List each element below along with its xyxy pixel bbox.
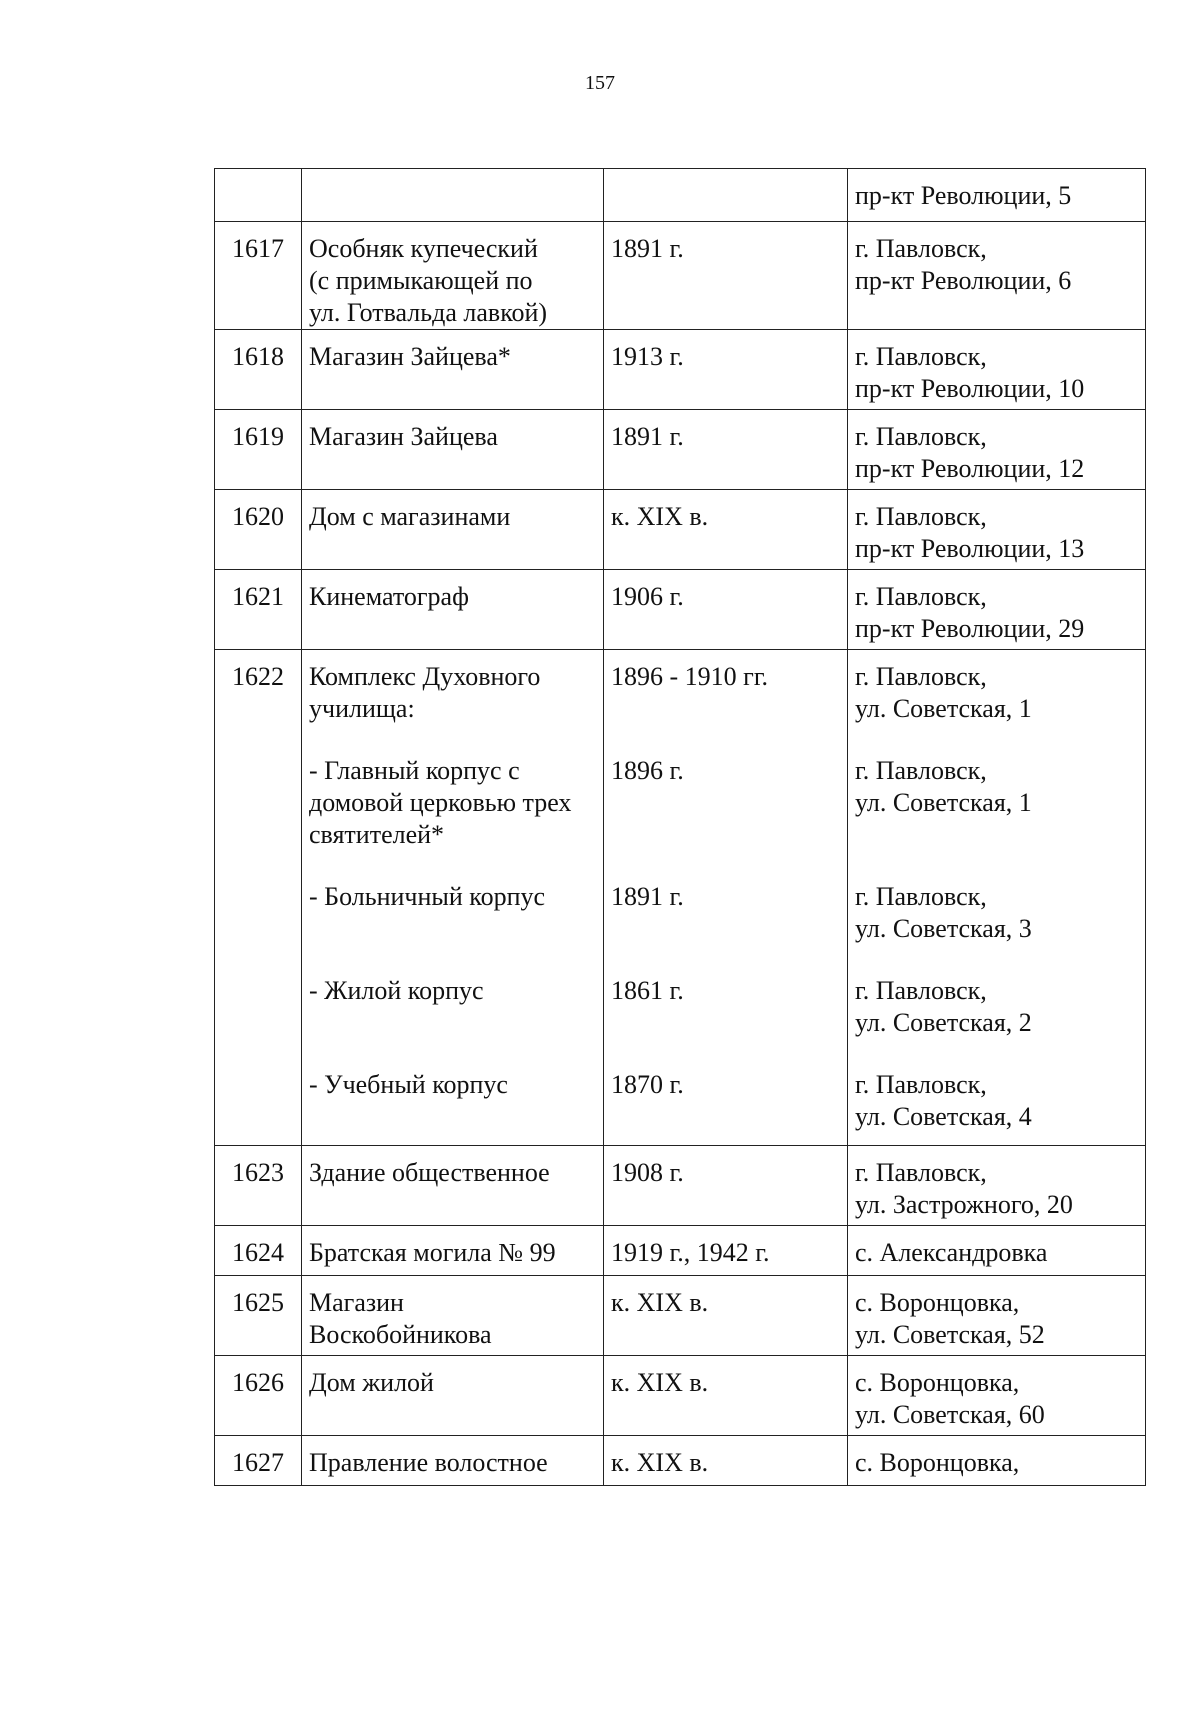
row-number: 1626 bbox=[215, 1356, 302, 1436]
object-address-line: ул. Советская, 4 bbox=[855, 1102, 1032, 1131]
table-row bbox=[215, 1146, 1146, 1226]
spacer bbox=[309, 1101, 597, 1133]
object-address-line: г. Павловск, bbox=[855, 1070, 987, 1099]
spacer bbox=[309, 1039, 597, 1069]
object-address-line: пр-кт Революции, 29 bbox=[855, 614, 1085, 643]
object-address bbox=[848, 490, 1146, 570]
page-number: 157 bbox=[585, 72, 615, 94]
object-name-line: Воскобойникова bbox=[309, 1320, 492, 1349]
object-name bbox=[302, 570, 604, 650]
object-address-line: с. Воронцовка, bbox=[855, 1368, 1020, 1397]
spacer bbox=[855, 819, 1139, 851]
row-number bbox=[215, 169, 302, 222]
object-name-line: - Учебный корпус bbox=[309, 1070, 508, 1099]
object-date bbox=[604, 490, 848, 570]
object-date-value: 1913 г. bbox=[611, 342, 684, 371]
spacer bbox=[611, 725, 841, 755]
object-address-line: г. Павловск, bbox=[855, 1158, 987, 1187]
spacer bbox=[611, 1101, 841, 1133]
spacer bbox=[309, 725, 597, 755]
object-date bbox=[604, 222, 848, 330]
object-name bbox=[302, 1226, 604, 1276]
object-address-line: г. Павловск, bbox=[855, 756, 987, 785]
object-address-line: г. Павловск, bbox=[855, 422, 987, 451]
object-address bbox=[848, 1226, 1146, 1276]
object-address bbox=[848, 410, 1146, 490]
row-number: 1619 bbox=[215, 410, 302, 490]
spacer bbox=[309, 913, 597, 945]
table-row bbox=[215, 1436, 1146, 1486]
object-date-value: 1908 г. bbox=[611, 1158, 684, 1187]
table-row bbox=[215, 1276, 1146, 1356]
row-number: 1620 bbox=[215, 490, 302, 570]
object-date bbox=[604, 330, 848, 410]
table-row bbox=[215, 490, 1146, 570]
object-name bbox=[302, 650, 604, 1146]
object-name bbox=[302, 1146, 604, 1226]
object-name-line: - Больничный корпус bbox=[309, 882, 546, 911]
spacer bbox=[611, 913, 841, 945]
object-address bbox=[848, 222, 1146, 330]
row-number: 1617 bbox=[215, 222, 302, 330]
object-address-line: пр-кт Революции, 13 bbox=[855, 534, 1085, 563]
spacer bbox=[855, 945, 1139, 975]
object-address-line: ул. Советская, 1 bbox=[855, 788, 1032, 817]
object-name-line: Дом жилой bbox=[309, 1368, 434, 1397]
table-row bbox=[215, 330, 1146, 410]
spacer bbox=[855, 1039, 1139, 1069]
object-address-line: г. Павловск, bbox=[855, 342, 987, 371]
object-address bbox=[848, 1276, 1146, 1356]
spacer bbox=[611, 787, 841, 819]
object-name bbox=[302, 169, 604, 222]
object-address-line: с. Воронцовка, bbox=[855, 1288, 1020, 1317]
object-address bbox=[848, 1356, 1146, 1436]
object-address-line: г. Павловск, bbox=[855, 882, 987, 911]
object-name-line: Дом с магазинами bbox=[309, 502, 511, 531]
object-name bbox=[302, 1436, 604, 1486]
row-number: 1623 bbox=[215, 1146, 302, 1226]
object-name bbox=[302, 410, 604, 490]
spacer bbox=[309, 1007, 597, 1039]
object-date bbox=[604, 1436, 848, 1486]
table-row bbox=[215, 570, 1146, 650]
object-date-value: 1870 г. bbox=[611, 1070, 684, 1099]
object-date-value: 1896 - 1910 гг. bbox=[611, 662, 769, 691]
object-date bbox=[604, 570, 848, 650]
object-name-line: - Жилой корпус bbox=[309, 976, 484, 1005]
object-address-line: г. Павловск, bbox=[855, 976, 987, 1005]
object-date-value: 1891 г. bbox=[611, 882, 684, 911]
row-number: 1625 bbox=[215, 1276, 302, 1356]
object-address-line: с. Воронцовка, bbox=[855, 1448, 1020, 1477]
object-name-line: училища: bbox=[309, 694, 415, 723]
object-date-value: к. XIX в. bbox=[611, 1448, 709, 1477]
object-address-line: ул. Застрожного, 20 bbox=[855, 1190, 1073, 1219]
object-address-line: ул. Советская, 1 bbox=[855, 694, 1032, 723]
table-row bbox=[215, 650, 1146, 1146]
object-name bbox=[302, 1356, 604, 1436]
table-row bbox=[215, 1226, 1146, 1276]
object-name-line: Магазин Зайцева bbox=[309, 422, 498, 451]
spacer bbox=[611, 945, 841, 975]
object-address-line: г. Павловск, bbox=[855, 582, 987, 611]
object-name bbox=[302, 490, 604, 570]
object-name-line: Магазин Зайцева* bbox=[309, 342, 511, 371]
object-name-line: Особняк купеческий bbox=[309, 234, 538, 263]
row-number: 1622 bbox=[215, 650, 302, 1146]
table-row bbox=[215, 410, 1146, 490]
object-address-line: пр-кт Революции, 10 bbox=[855, 374, 1085, 403]
spacer bbox=[611, 819, 841, 851]
object-name-line: Братская могила № 99 bbox=[309, 1238, 556, 1267]
object-address-line: ул. Советская, 2 bbox=[855, 1008, 1032, 1037]
object-name-line: Кинематограф bbox=[309, 582, 469, 611]
object-name bbox=[302, 330, 604, 410]
object-date-value: 1861 г. bbox=[611, 976, 684, 1005]
object-address-line: ул. Советская, 3 bbox=[855, 914, 1032, 943]
row-number: 1621 bbox=[215, 570, 302, 650]
object-date-value: к. XIX в. bbox=[611, 1368, 709, 1397]
object-address bbox=[848, 570, 1146, 650]
object-name-line: Магазин bbox=[309, 1288, 404, 1317]
table-row bbox=[215, 169, 1146, 222]
object-name-line: (с примыкающей по bbox=[309, 266, 533, 295]
object-name-line: - Главный корпус с bbox=[309, 756, 520, 785]
spacer bbox=[309, 851, 597, 881]
object-name bbox=[302, 222, 604, 330]
spacer bbox=[855, 851, 1139, 881]
object-date bbox=[604, 1276, 848, 1356]
spacer bbox=[611, 693, 841, 725]
object-date-value: 1896 г. bbox=[611, 756, 684, 785]
spacer bbox=[309, 945, 597, 975]
object-address bbox=[848, 1436, 1146, 1486]
object-address bbox=[848, 169, 1146, 222]
object-address bbox=[848, 330, 1146, 410]
object-date-value: 1891 г. bbox=[611, 234, 684, 263]
object-name bbox=[302, 1276, 604, 1356]
object-address bbox=[848, 650, 1146, 1146]
spacer bbox=[855, 725, 1139, 755]
object-date-value: 1906 г. bbox=[611, 582, 684, 611]
table-row bbox=[215, 1356, 1146, 1436]
object-date bbox=[604, 1356, 848, 1436]
object-name-line: домовой церковью трех bbox=[309, 788, 572, 817]
registry-table-body bbox=[215, 169, 1146, 1486]
row-number: 1624 bbox=[215, 1226, 302, 1276]
object-date bbox=[604, 410, 848, 490]
row-number: 1627 bbox=[215, 1436, 302, 1486]
object-address-line: ул. Советская, 60 bbox=[855, 1400, 1045, 1429]
object-date bbox=[604, 1226, 848, 1276]
heritage-registry-table bbox=[214, 168, 1146, 1486]
object-name-line: ул. Готвальда лавкой) bbox=[309, 298, 548, 327]
object-date-value: 1891 г. bbox=[611, 422, 684, 451]
object-name-line: Здание общественное bbox=[309, 1158, 550, 1187]
object-address bbox=[848, 1146, 1146, 1226]
object-name-line: Комплекс Духовного bbox=[309, 662, 541, 691]
object-date bbox=[604, 1146, 848, 1226]
object-address-line: г. Павловск, bbox=[855, 502, 987, 531]
spacer bbox=[611, 851, 841, 881]
object-address-line: г. Павловск, bbox=[855, 234, 987, 263]
object-address-line: г. Павловск, bbox=[855, 662, 987, 691]
spacer bbox=[611, 1039, 841, 1069]
object-address-line: пр-кт Революции, 6 bbox=[855, 266, 1072, 295]
object-address-line: с. Александровка bbox=[855, 1238, 1048, 1267]
object-name-line: Правление волостное bbox=[309, 1448, 548, 1477]
object-date-value: к. XIX в. bbox=[611, 1288, 709, 1317]
object-address-line: пр-кт Революции, 5 bbox=[855, 181, 1072, 210]
object-date-value: 1919 г., 1942 г. bbox=[611, 1238, 770, 1267]
object-address-line: ул. Советская, 52 bbox=[855, 1320, 1045, 1349]
spacer bbox=[611, 1007, 841, 1039]
row-number: 1618 bbox=[215, 330, 302, 410]
object-date bbox=[604, 650, 848, 1146]
object-address-line: пр-кт Революции, 12 bbox=[855, 454, 1085, 483]
table-row bbox=[215, 222, 1146, 330]
object-name-line: святителей* bbox=[309, 820, 445, 849]
object-date-value: к. XIX в. bbox=[611, 502, 709, 531]
object-date bbox=[604, 169, 848, 222]
